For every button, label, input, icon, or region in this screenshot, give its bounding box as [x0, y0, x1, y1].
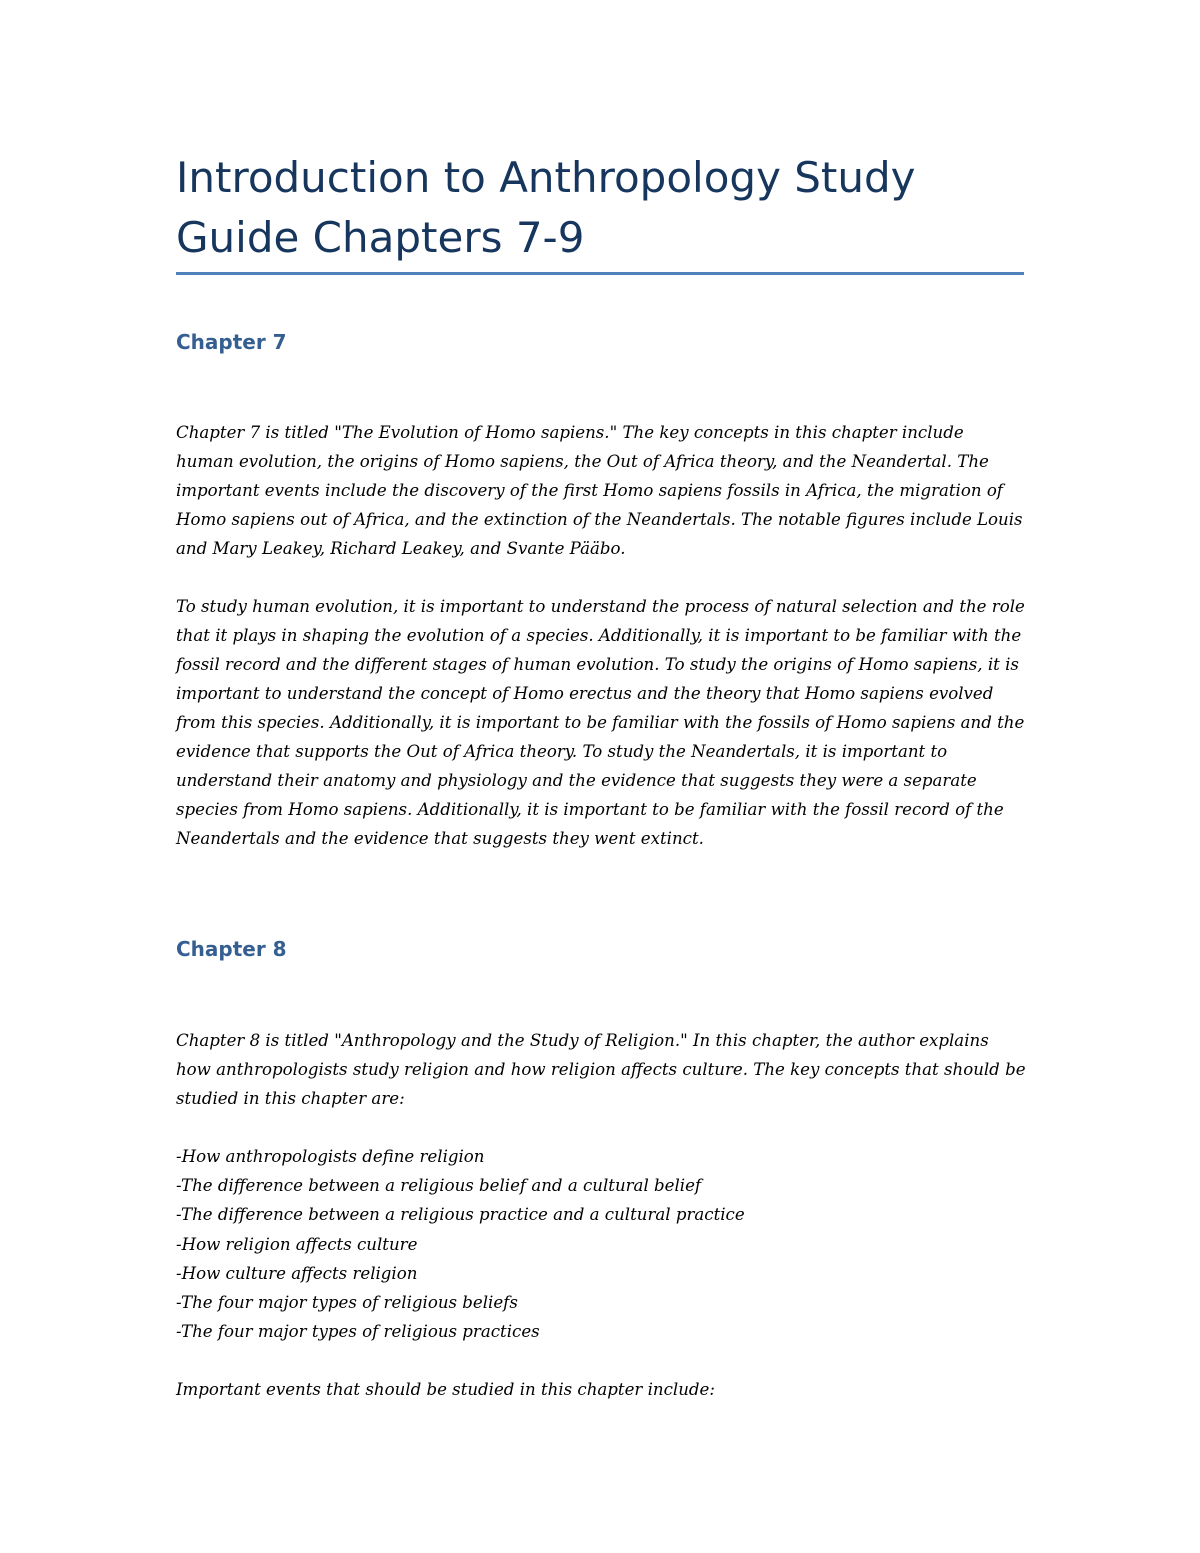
chapter-7-overview-paragraph: Chapter 7 is titled "The Evolution of Homo sapiens." The key concepts in this chapter include human evolution, the origins of Homo sapiens, the Out of Africa theory, and the Neandertal. The important events include the discovery of the first Homo sapiens fossils in Africa, the migration of Homo sapiens out of Africa, and the extinction of the Neandertals. The notable figures include Louis and Mary Leakey, Richard Leakey, and Svante Pääbo. [176, 423, 1023, 558]
list-item: -The difference between a religious practice and a cultural practice [176, 1205, 745, 1225]
chapter-8-events-intro: Important events that should be studied in this chapter include: [176, 1380, 715, 1399]
list-item: -How culture affects religion [176, 1263, 418, 1283]
list-item: -The four major types of religious beliefs [176, 1293, 518, 1313]
chapter-7-heading: Chapter 7 [176, 330, 287, 354]
chapter-8-key-concepts-list [176, 1142, 1026, 1346]
chapter-8-intro-paragraph: Chapter 8 is titled "Anthropology and the Study of Religion." In this chapter, the author explains how anthropologists study religion and how religion affects culture. The key concepts that should be studied in this chapter are: [176, 1031, 1026, 1108]
document-title: Introduction to Anthropology Study Guide Chapters 7-9 [176, 153, 916, 262]
chapter-7-study-paragraph: To study human evolution, it is important to understand the process of natural selection and the role that it plays in shaping the evolution of a species. Additionally, it is important to be familiar with the fossil record and the different stages of human evolution. To study the origins of Homo sapiens, it is important to understand the concept of Homo erectus and the theory that Homo sapiens evolved from this species. Additionally, it is important to be familiar with the fossils of Homo sapiens and the evidence that supports the Out of Africa theory. To study the Neandertals, it is important to understand their anatomy and physiology and the evidence that suggests they were a separate species from Homo sapiens. Additionally, it is important to be familiar with the fossil record of the Neandertals and the evidence that suggests they went extinct. [176, 597, 1025, 848]
list-item: -How religion affects culture [176, 1234, 418, 1254]
chapter-8-heading: Chapter 8 [176, 937, 287, 961]
list-item: -The difference between a religious belief and a cultural belief [176, 1176, 702, 1196]
list-item: -How anthropologists define religion [176, 1147, 485, 1166]
title-underline-rule [176, 272, 1024, 275]
list-item: -The four major types of religious practices [176, 1322, 540, 1342]
